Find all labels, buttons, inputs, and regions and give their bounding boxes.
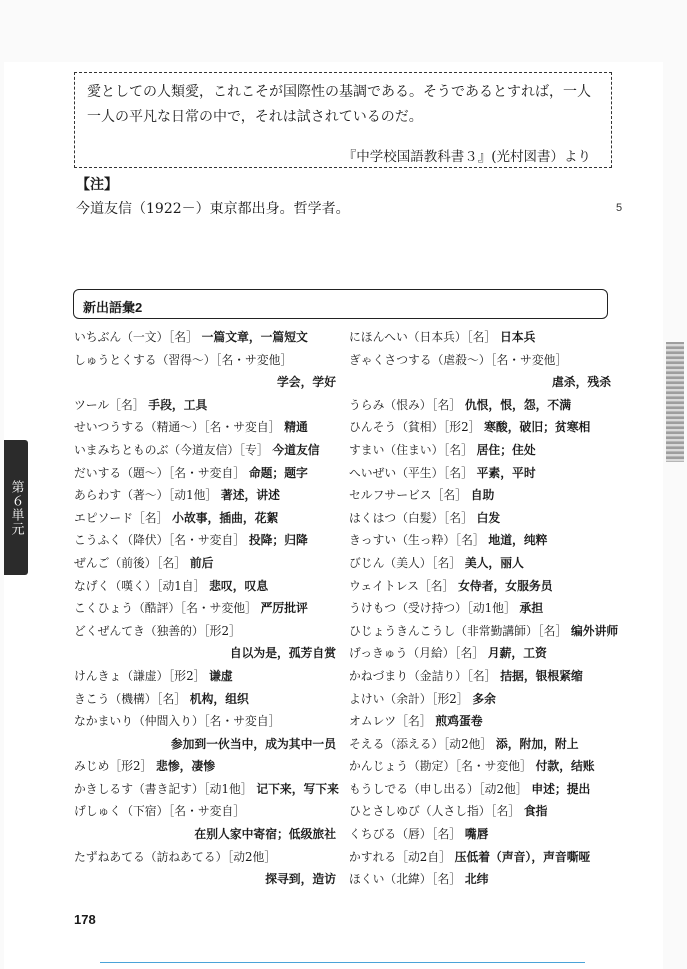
vocab-entry xyxy=(349,778,611,801)
vocab-reading: たずねあてる（訪ねあてる）［动2他］ xyxy=(74,849,277,864)
vocab-column-left xyxy=(74,326,339,891)
vocab-meaning: 日本兵 xyxy=(499,330,536,344)
vocab-entry xyxy=(74,484,336,507)
page-number: 178 xyxy=(74,912,96,927)
vocab-entry xyxy=(74,846,336,869)
vocab-meaning: 前后 xyxy=(189,555,214,570)
vocab-meaning: 仇恨，恨，怨，不满 xyxy=(464,397,572,412)
vocab-reading: オムレツ［名］ xyxy=(349,714,432,729)
vocab-entry xyxy=(349,710,611,733)
vocab-entry xyxy=(74,416,336,439)
vocab-meaning: 在别人家中寄宿；低级旅社 xyxy=(194,827,336,842)
vocab-meaning: 月薪，工资 xyxy=(487,646,547,661)
vocab-entry xyxy=(74,575,336,598)
vocab-meaning: 记下来，写下来 xyxy=(256,781,339,796)
bottom-rule xyxy=(100,962,585,963)
vocab-entry xyxy=(74,597,336,620)
vocab-entry xyxy=(74,733,336,756)
vocab-entry xyxy=(74,326,336,349)
vocab-reading: びじん（美人）［名］ xyxy=(349,555,462,570)
vocab-reading: げしゅく（下宿）［名・サ変自］ xyxy=(74,804,246,819)
vocab-entry xyxy=(74,371,336,394)
vocab-column-right xyxy=(349,326,619,891)
vocab-meaning: 悲惨，凄惨 xyxy=(156,759,216,774)
vocab-entry xyxy=(74,755,336,778)
vocab-reading: しゅうとくする（習得～）［名・サ変他］ xyxy=(74,352,293,367)
vocab-entry xyxy=(349,462,611,485)
vocab-meaning: 居住；住处 xyxy=(476,442,536,457)
vocab-entry xyxy=(349,688,611,711)
vocab-reading: うけもつ（受け持つ）［动1他］ xyxy=(349,601,516,616)
vocab-reading: あらわす（著～）［动1他］ xyxy=(74,488,218,503)
vocab-reading: だいする（題～）［名・サ変自］ xyxy=(74,465,246,480)
textbook-page xyxy=(4,62,663,969)
vocab-meaning: 一篇文章，一篇短文 xyxy=(201,330,308,344)
vocab-meaning: 嘴唇 xyxy=(464,827,489,842)
vocab-entry xyxy=(74,823,336,846)
vocab-reading: エピソード［名］ xyxy=(74,510,169,525)
vocab-entry xyxy=(74,349,336,372)
vocab-reading: きっすい（生っ粋）［名］ xyxy=(349,533,485,548)
vocab-entry xyxy=(349,484,611,507)
vocab-meaning: 参加到一伙当中，成为其中一员 xyxy=(170,736,336,751)
vocab-entry xyxy=(349,620,619,643)
vocab-reading: げっきゅう（月給）［名］ xyxy=(349,646,485,661)
vocab-entry xyxy=(349,846,611,869)
vocab-meaning: 压低着（声音），声音嘶哑 xyxy=(454,849,591,864)
vocab-entry xyxy=(349,529,611,552)
quote-box xyxy=(74,72,612,168)
note-heading: 【注】 xyxy=(76,177,118,193)
vocab-entry xyxy=(349,416,611,439)
vocab-meaning: 今道友信 xyxy=(272,442,320,457)
vocab-entry xyxy=(74,868,336,891)
vocab-meaning: 自以为是，孤芳自赏 xyxy=(229,646,336,661)
vocab-reading: ウェイトレス［名］ xyxy=(349,578,455,593)
vocab-reading: いちぶん（一文）［名］ xyxy=(74,330,198,344)
vocab-entry xyxy=(74,778,339,801)
vocab-entry xyxy=(74,529,336,552)
vocab-reading: きこう（機構）［名］ xyxy=(74,691,187,706)
vocab-reading: ほくい（北緯）［名］ xyxy=(349,872,462,887)
vocab-meaning: 学会，学好 xyxy=(277,375,336,390)
vocab-reading: けんきょ（謙虚）［形2］ xyxy=(74,668,206,683)
vocab-meaning: 机构，组织 xyxy=(189,691,249,706)
vocab-reading: くちびる（唇）［名］ xyxy=(349,827,462,842)
vocab-reading: すまい（住まい）［名］ xyxy=(349,442,473,457)
vocab-meaning: 虐杀，残杀 xyxy=(552,375,611,390)
vocab-meaning: 精通 xyxy=(284,420,308,435)
line-number: 5 xyxy=(616,202,623,214)
vocab-reading: もうしでる（申し出る）［动2他］ xyxy=(349,781,528,796)
vocab-entry xyxy=(349,823,611,846)
scan-edge-artifact xyxy=(666,342,684,462)
vocab-entry xyxy=(74,620,336,643)
vocab-entry xyxy=(349,439,611,462)
vocab-meaning: 女侍者，女服务员 xyxy=(458,578,553,593)
vocab-reading: セルフサービス［名］ xyxy=(349,488,467,503)
vocab-meaning: 投降；归降 xyxy=(248,533,308,548)
vocab-entry xyxy=(74,462,336,485)
vocab-meaning: 美人，丽人 xyxy=(464,555,524,570)
vocab-meaning: 多余 xyxy=(472,691,496,706)
quote-line-1: 愛としての人類愛，これこそが国際性の基調である。そうであるとすれば，一人 xyxy=(87,84,591,100)
vocab-meaning: 食指 xyxy=(523,804,548,819)
vocab-reading: よけい（余計）［形2］ xyxy=(349,691,469,706)
vocab-reading: ぜんご（前後）［名］ xyxy=(74,555,187,570)
vocab-reading: こうふく（降伏）［名・サ変自］ xyxy=(74,533,246,548)
quote-line-2: 一人の平凡な日常の中で，それは試されているのだ。 xyxy=(87,109,423,125)
vocab-meaning: 手段，工具 xyxy=(148,397,208,412)
vocab-entry xyxy=(74,688,336,711)
vocab-reading: ツール［名］ xyxy=(74,397,145,412)
vocab-reading: こくひょう（酷評）［名・サ変他］ xyxy=(74,601,257,616)
vocab-entry xyxy=(74,552,336,575)
vocab-entry xyxy=(349,371,611,394)
vocab-meaning: 白发 xyxy=(476,510,501,525)
vocab-reading: そえる（添える）［动2他］ xyxy=(349,736,493,751)
vocab-entry xyxy=(349,755,611,778)
vocab-entry xyxy=(349,575,611,598)
vocab-entry xyxy=(349,800,611,823)
vocab-reading: はくはつ（白髪）［名］ xyxy=(349,510,473,525)
vocab-reading: ぎゃくさつする（虐殺～）［名・サ変他］ xyxy=(349,352,568,367)
vocab-entry xyxy=(74,394,336,417)
vocab-entry xyxy=(74,665,336,688)
unit-side-tab: 第６単元 xyxy=(4,440,28,575)
vocab-reading: なげく（嘆く）［动1自］ xyxy=(74,578,206,593)
vocab-entry xyxy=(349,552,611,575)
vocab-entry xyxy=(74,439,336,462)
quote-source: 『中学校国語教科書３』(光村図書）より xyxy=(342,149,591,165)
vocab-entry xyxy=(349,868,611,891)
vocab-reading: せいつうする（精通～）［名・サ変自］ xyxy=(74,420,281,435)
vocab-reading: いまみちとものぶ（今道友信）［专］ xyxy=(74,442,269,457)
vocab-reading: ひとさしゆび（人さし指）［名］ xyxy=(349,804,521,819)
vocab-meaning: 严厉批评 xyxy=(260,601,308,616)
vocab-entry xyxy=(349,733,611,756)
vocab-reading: みじめ［形2］ xyxy=(74,759,153,774)
vocab-entry xyxy=(349,507,611,530)
vocab-meaning: 著述，讲述 xyxy=(220,488,280,503)
vocab-reading: ひじょうきんこうし（非常勤講師）［名］ xyxy=(349,623,568,638)
vocab-reading: うらみ（恨み）［名］ xyxy=(349,397,462,412)
vocab-reading: かすれる［动2自］ xyxy=(349,849,451,864)
vocab-entry xyxy=(74,710,336,733)
vocab-reading: なかまいり（仲間入り）［名・サ変自］ xyxy=(74,714,281,729)
vocab-meaning: 悲叹，叹息 xyxy=(209,578,269,593)
vocab-reading: かんじょう（勘定）［名・サ変他］ xyxy=(349,759,532,774)
vocab-meaning: 付款，结账 xyxy=(535,759,595,774)
vocab-reading: どくぜんてき（独善的）［形2］ xyxy=(74,623,241,638)
vocab-meaning: 地道，纯粹 xyxy=(488,533,548,548)
note-body: 今道友信（1922－）東京都出身。哲学者。 xyxy=(76,201,350,217)
vocab-meaning: 北纬 xyxy=(464,872,489,887)
vocab-meaning: 申述；提出 xyxy=(531,781,591,796)
vocab-entry xyxy=(349,394,611,417)
vocab-meaning: 谦虚 xyxy=(209,668,233,683)
vocab-entry xyxy=(349,349,611,372)
vocab-entry xyxy=(349,326,611,349)
vocab-meaning: 自助 xyxy=(470,488,495,503)
vocab-meaning: 添，附加，附上 xyxy=(495,736,579,751)
vocab-meaning: 小故事，插曲，花絮 xyxy=(172,510,279,525)
vocab-meaning: 拮据，银根紧缩 xyxy=(500,668,583,683)
vocab-reading: かねづまり（金詰り）［名］ xyxy=(349,668,497,683)
vocab-meaning: 承担 xyxy=(519,601,544,616)
vocab-entry xyxy=(349,665,611,688)
vocab-entry xyxy=(349,597,611,620)
vocab-entry xyxy=(74,800,336,823)
vocab-entry xyxy=(349,642,611,665)
vocab-meaning: 命题；题字 xyxy=(248,465,308,480)
vocab-reading: にほんへい（日本兵）［名］ xyxy=(349,330,497,344)
vocab-entry xyxy=(74,507,336,530)
vocab-entry xyxy=(74,642,336,665)
vocab-reading: かきしるす（書き記す）［动1他］ xyxy=(74,781,253,796)
vocab-meaning: 探寻到，造访 xyxy=(265,872,336,887)
vocab-meaning: 寒酸，破旧；贫寒相 xyxy=(484,420,591,435)
vocab-meaning: 平素，平时 xyxy=(476,465,536,480)
vocab-meaning: 编外讲师 xyxy=(571,623,619,638)
vocab-section-title: 新出語彙2 xyxy=(73,289,608,319)
vocab-meaning: 煎鸡蛋卷 xyxy=(435,714,483,729)
vocab-reading: ひんそう（貧相）［形2］ xyxy=(349,420,481,435)
vocab-reading: へいぜい（平生）［名］ xyxy=(349,465,473,480)
